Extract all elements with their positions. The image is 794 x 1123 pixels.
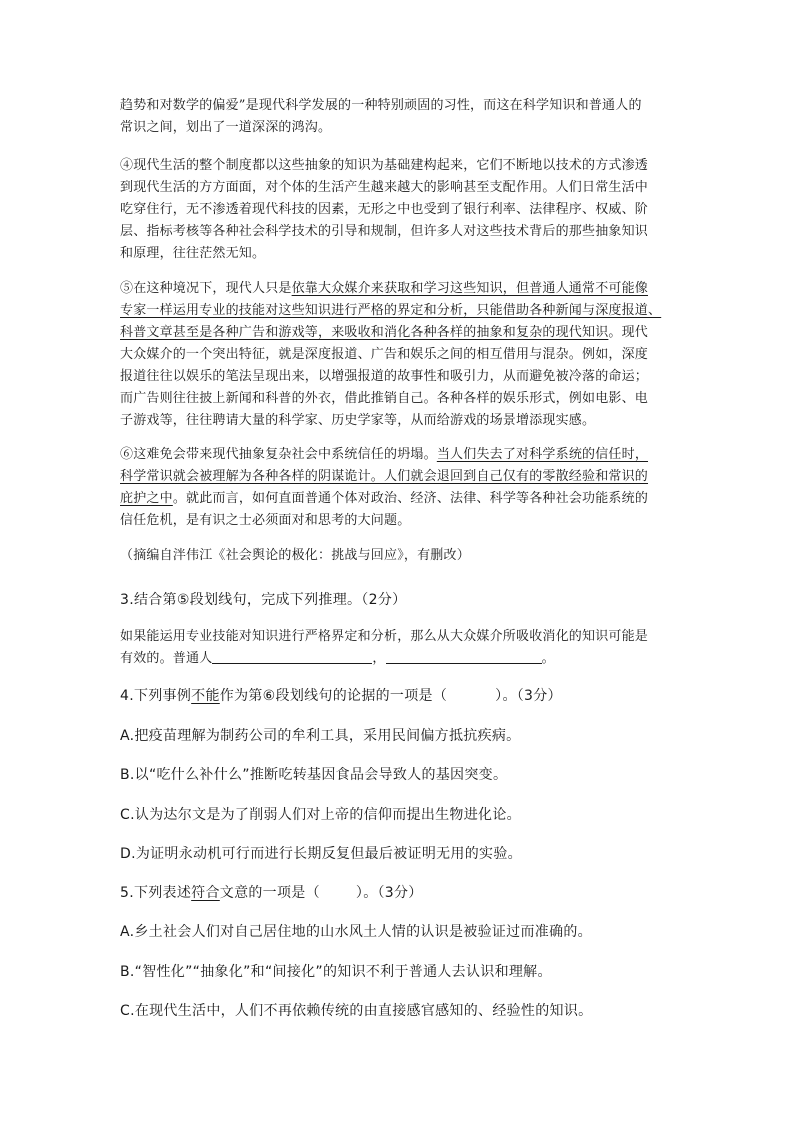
plain-text: ， xyxy=(372,651,386,666)
paragraph-line: 到现代生活的方方面面，对个体的生活产生越来越大的影响甚至支配作用。人们日常生活中 xyxy=(120,180,649,195)
source-text: （摘编自泮伟江《社会舆论的极化：挑战与回应》，有删改） xyxy=(120,548,470,563)
option-a: A.把疫苗理解为制药公司的牟利工具，采用民间偏方抵抗疾病。 xyxy=(120,728,521,744)
paragraph-line xyxy=(120,278,680,300)
emphasis-text: 符合 xyxy=(191,885,220,901)
plain-text: 。就此而言，如何直面普通个体对政治、经济、法律、科学等各种社会功能系统的 xyxy=(172,491,649,506)
question-text: 文意的一项是（ xyxy=(219,885,320,901)
question-3-line xyxy=(120,648,680,670)
underlined-sentence: 当人们失去了对科学系统的信任时， xyxy=(436,447,649,462)
plain-text: 有效的。普通人 xyxy=(120,651,213,666)
paragraph-line xyxy=(120,488,680,510)
paragraph-line: 信任危机，是有识之士必须面对和思考的大问题。 xyxy=(120,513,411,528)
question-3-stem: 3.结合第⑤段划线句，完成下列推理。（2分） xyxy=(120,592,407,608)
paragraph-intro xyxy=(120,95,680,139)
question-score: ）。（3分） xyxy=(495,688,562,704)
option-a: A.乡土社会人们对自己居住地的山水风土人情的认识是被验证过而准确的。 xyxy=(120,924,592,940)
paragraph-line: 而广告则往往披上新闻和科普的外衣，借此推销自己。各种各样的娱乐形式，例如电影、电 xyxy=(120,391,649,406)
question-number: 5.下列表述 xyxy=(120,885,192,901)
paragraph-line: 子游戏等，往往聘请大量的科学家、历史学家等，从而给游戏的场景增添现实感。 xyxy=(120,413,596,428)
paragraph-line xyxy=(120,466,680,488)
question-text: 作为第⑥段划线句的论据的一项是（ xyxy=(219,688,448,704)
answer-blank-2[interactable] xyxy=(386,649,542,664)
paragraph-line xyxy=(120,300,680,322)
emphasis-text: 不能 xyxy=(191,688,220,704)
plain-text: 。现代 xyxy=(608,325,649,340)
question-3-line: 如果能运用专业技能对知识进行严格界定和分析，那么从大众媒介所吸收消化的知识可能是 xyxy=(120,629,649,644)
plain-text: ⑥这难免会带来现代抽象复杂社会中系统信任的坍塌。 xyxy=(120,447,437,462)
underlined-sentence: 专家一样运用专业的技能对这些知识进行严格的界定和分析，只能借助各种新闻与深度报道、 xyxy=(120,303,662,318)
paragraph-5 xyxy=(120,278,680,432)
question-3-body xyxy=(120,626,680,670)
question-4-stem xyxy=(120,686,562,706)
paragraph-4 xyxy=(120,155,680,265)
underlined-sentence: 依靠大众媒介来获取和学习这些知识，但普通人通常不可能像 xyxy=(291,281,649,296)
underlined-sentence: 庇护之中 xyxy=(120,491,173,506)
answer-blank-1[interactable] xyxy=(212,649,372,664)
question-score: ）。（3分） xyxy=(355,885,423,901)
source-attribution xyxy=(120,545,680,567)
paragraph-line xyxy=(120,444,680,466)
paragraph-line: 吃穿住行，无不渗透着现代科技的因素，无形之中也受到了银行利率、法律程序、权威、阶 xyxy=(120,202,649,217)
underlined-sentence: 科普文章甚至是各种广告和游戏等，来吸收和消化各种各样的抽象和复杂的现代知识 xyxy=(120,325,609,340)
paragraph-line: ④现代生活的整个制度都以这些抽象的知识为基础建构起来，它们不断地以技术的方式渗透 xyxy=(120,158,649,173)
underlined-sentence: 科学常识就会被理解为各种各样的阴谋诡计。人们就会退回到自己仅有的零散经验和常识的 xyxy=(120,469,649,484)
question-number: 4.下列事例 xyxy=(120,688,192,704)
option-b: B.以“吃什么补什么”推断吃转基因食品会导致人的基因突变。 xyxy=(120,767,508,783)
plain-text: 。 xyxy=(541,651,555,666)
paragraph-line: 报道往往以娱乐的笔法呈现出来，以增强报道的故事性和吸引力，从而避免被冷落的命运； xyxy=(120,369,649,384)
question-5-stem xyxy=(120,883,423,903)
option-c: C.认为达尔文是为了削弱人们对上帝的信仰而提出生物进化论。 xyxy=(120,807,521,823)
option-d: D.为证明永动机可行而进行长期反复但最后被证明无用的实验。 xyxy=(120,846,522,862)
plain-text: ⑤在这种境况下，现代人只是 xyxy=(120,281,292,296)
paragraph-line: 趋势和对数学的偏爱”是现代科学发展的一种特别顽固的习性，而这在科学知识和普通人的 xyxy=(120,98,642,113)
option-c: C.在现代生活中，人们不再依赖传统的由直接感官感知的、经验性的知识。 xyxy=(120,1003,593,1019)
paragraph-line: 层、指标考核等各种社会科学技术的引导和规制，但许多人对这些技术背后的那些抽象知识 xyxy=(120,224,649,239)
paragraph-line: 常识之间，划出了一道深深的鸿沟。 xyxy=(120,120,332,135)
option-b: B.“智性化”“抽象化”和“间接化”的知识不利于普通人去认识和理解。 xyxy=(120,964,552,980)
paragraph-6 xyxy=(120,444,680,532)
paragraph-line: 和原理，往往茫然无知。 xyxy=(120,246,266,261)
paragraph-line xyxy=(120,322,680,344)
paragraph-line: 大众媒介的一个突出特征，就是深度报道、广告和娱乐之间的相互借用与混杂。例如，深度 xyxy=(120,347,649,362)
